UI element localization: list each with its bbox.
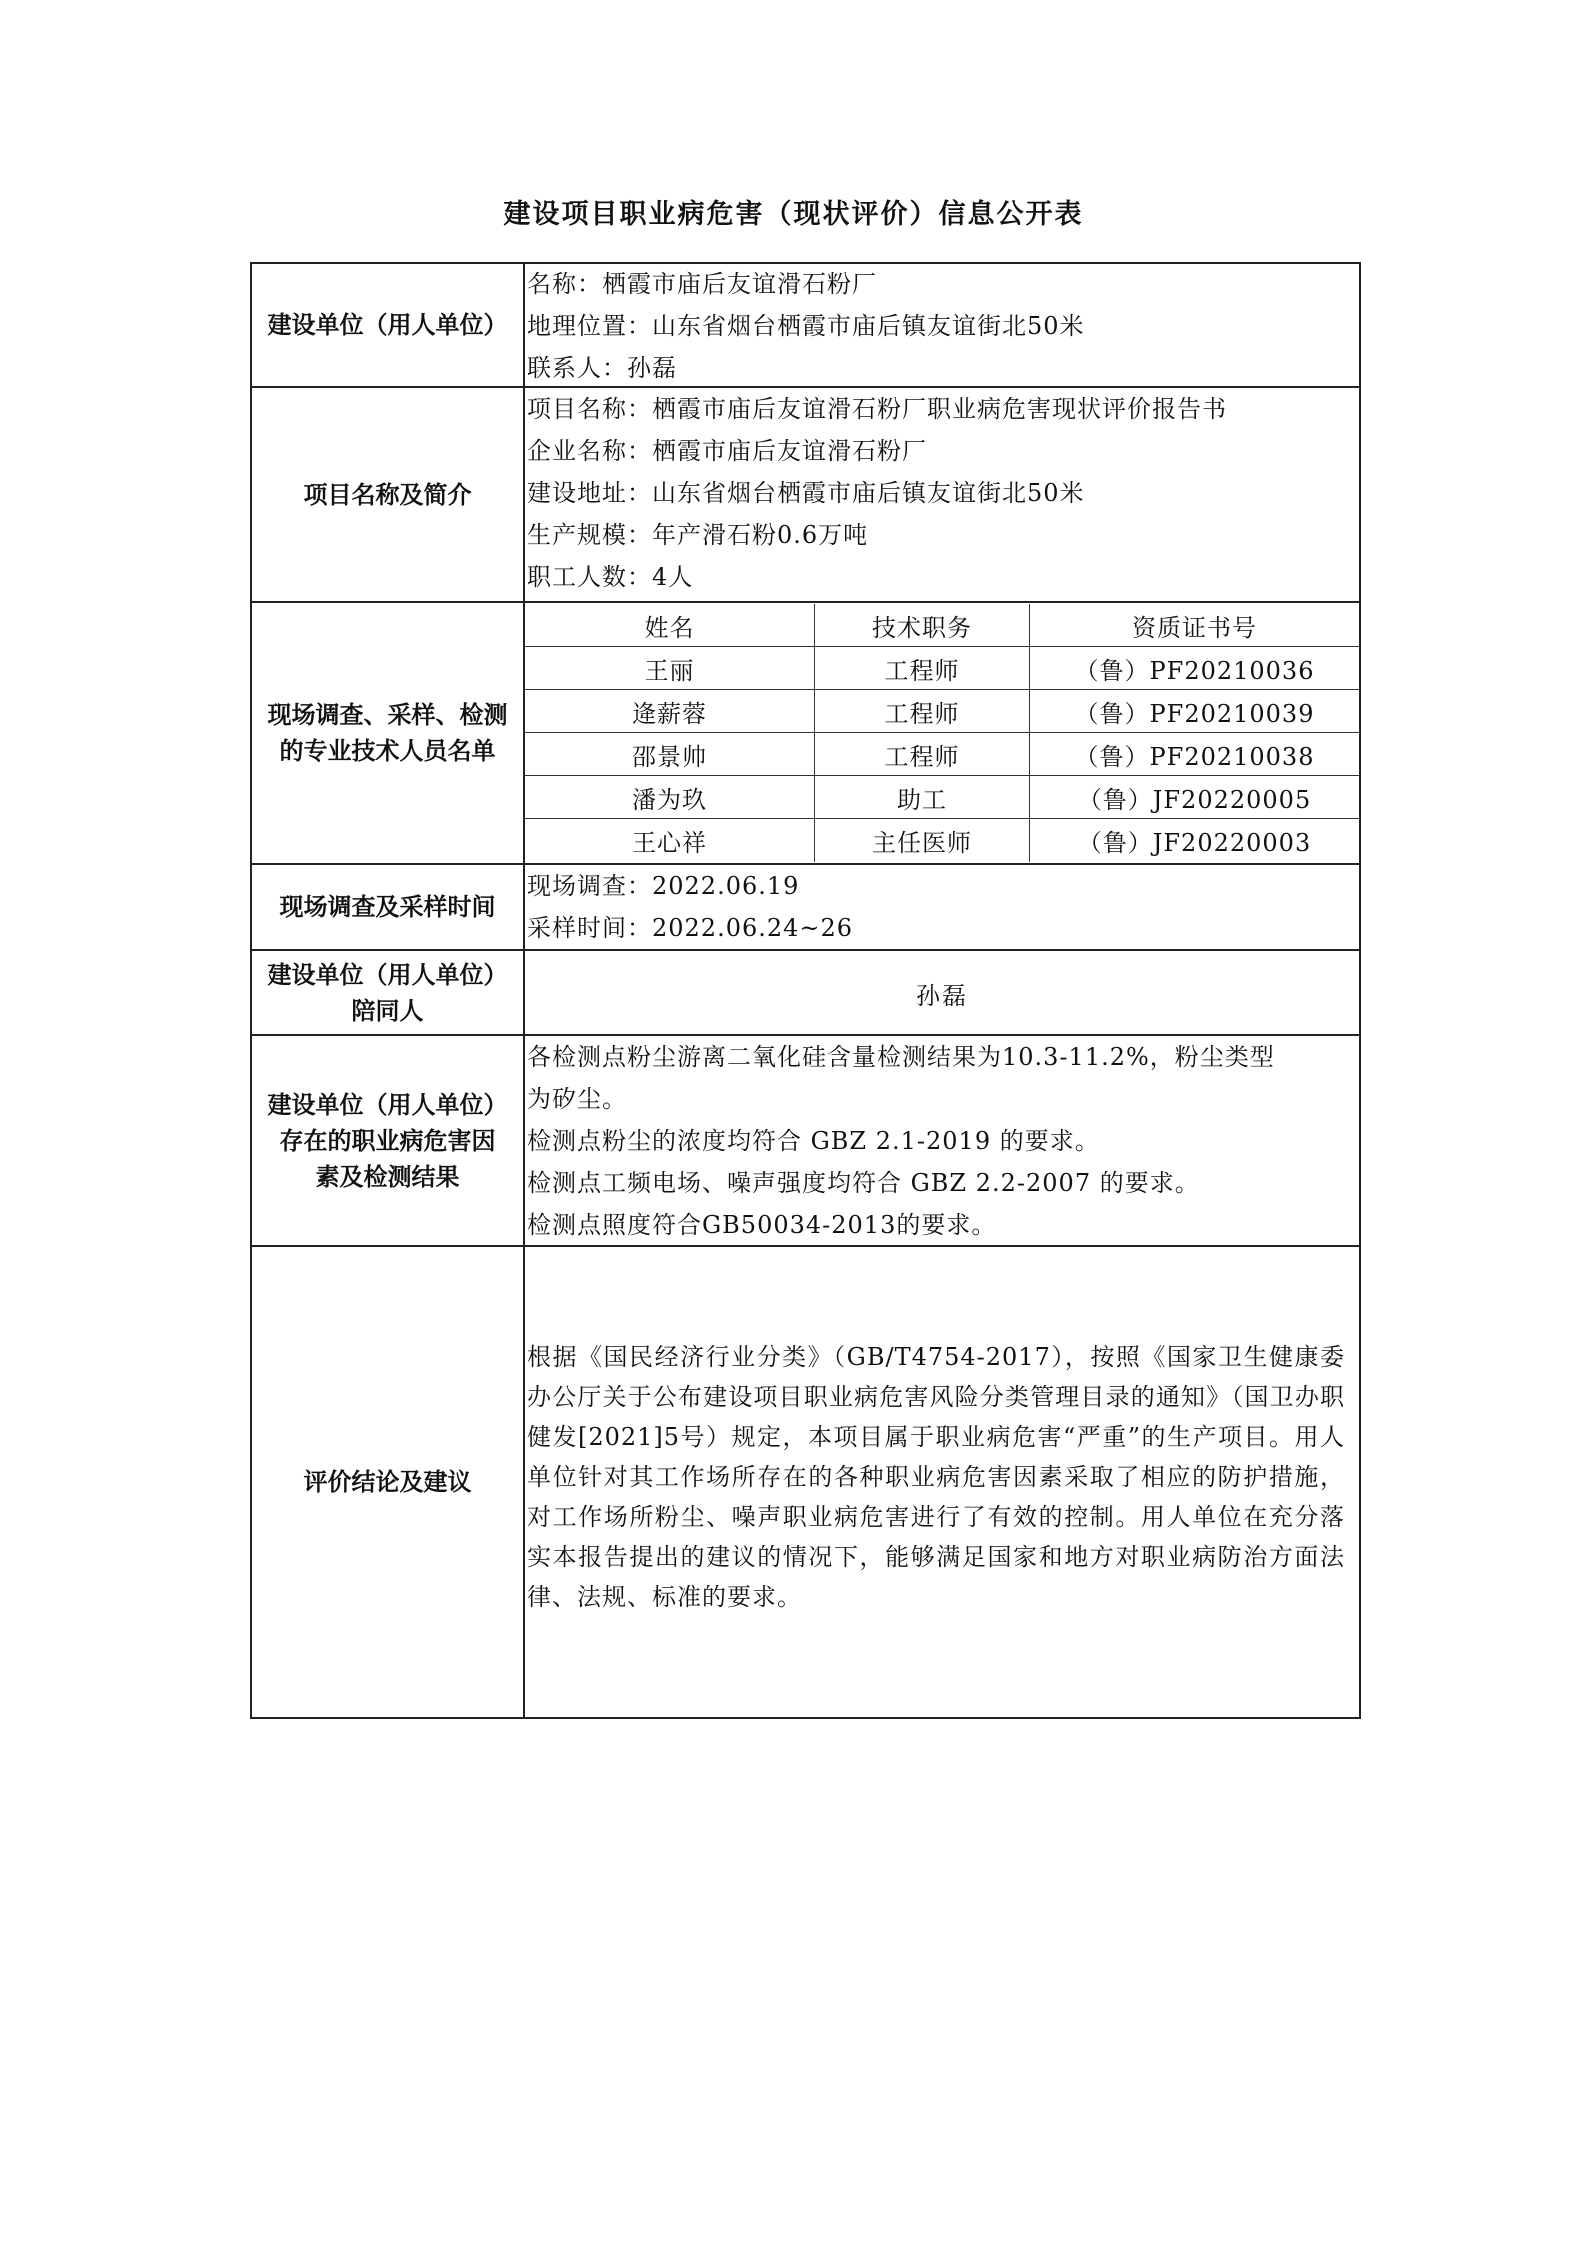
staff-name: 王丽 <box>525 647 815 689</box>
header-title: 技术职务 <box>815 604 1030 646</box>
table-row <box>525 819 1359 862</box>
hazards-content <box>527 1036 1357 1246</box>
staff-cert: （鲁）PF20210038 <box>1074 742 1315 771</box>
document-title: 建设项目职业病危害（现状评价）信息公开表 <box>503 199 1084 230</box>
hazard-line: 各检测点粉尘游离二氧化硅含量检测结果为10.3-11.2%，粉尘类型 <box>527 1043 1275 1071</box>
header-cert: 资质证书号 <box>1132 613 1257 642</box>
staff-count: 职工人数：4人 <box>527 563 694 591</box>
companion-name: 孙磊 <box>916 982 968 1010</box>
conclusion-text: 根据《国民经济行业分类》（GB/T4754-2017），按照《国家卫生健康委办公厅关于公布建设项目职业病危害风险分类管理目录的通知》（国卫办职健发[2021]5号）规定，本项目属于职业病危害“严重”的生产项目。用人单位针对其工作场所存在的各种职业病危害因素采取了相应的防护措施，对工作场所粉尘、噪声职业病危害进行了有效的控制。用人单位在充分落实本报告提出的建议的情况下，能够满足国家和地方对职业病防治方面法律、法规、标准的要求。 <box>527 1343 1345 1611</box>
staff-header-row <box>525 604 1359 647</box>
unit-content <box>527 263 1357 389</box>
table-row <box>525 776 1359 819</box>
staff-title: 助工 <box>815 776 1030 818</box>
staff-name: 邵景帅 <box>525 733 815 775</box>
survey-time-label: 现场调查及采样时间 <box>279 893 496 921</box>
unit-location: 地理位置：山东省烟台栖霞市庙后镇友谊街北50米 <box>527 312 1085 340</box>
survey-date: 现场调查：2022.06.19 <box>527 872 800 900</box>
unit-label: 建设单位（用人单位） <box>267 311 508 339</box>
project-content <box>527 388 1357 598</box>
unit-contact: 联系人：孙磊 <box>527 354 677 382</box>
conclusion-label: 评价结论及建议 <box>303 1468 472 1496</box>
production-scale: 生产规模：年产滑石粉0.6万吨 <box>527 521 869 549</box>
project-name: 项目名称：栖霞市庙后友谊滑石粉厂职业病危害现状评价报告书 <box>527 395 1227 423</box>
staff-name: 王心祥 <box>525 819 815 862</box>
staff-cert: （鲁）PF20210039 <box>1074 699 1315 728</box>
staff-cert: （鲁）JF20220005 <box>1077 785 1312 814</box>
project-label: 项目名称及简介 <box>303 480 472 509</box>
company-name: 企业名称：栖霞市庙后友谊滑石粉厂 <box>527 437 927 465</box>
hazard-line: 检测点照度符合GB50034-2013的要求。 <box>527 1211 997 1239</box>
staff-title: 工程师 <box>815 690 1030 732</box>
staff-label: 现场调查、采样、检测 的专业技术人员名单 <box>267 701 508 765</box>
hazards-label: 建设单位（用人单位） 存在的职业病危害因 素及检测结果 <box>267 1090 508 1191</box>
table-row <box>525 733 1359 776</box>
sampling-date: 采样时间：2022.06.24~26 <box>527 914 854 942</box>
staff-name: 潘为玖 <box>525 776 815 818</box>
table-row <box>525 647 1359 690</box>
staff-name: 逄薪蓉 <box>525 690 815 732</box>
staff-cert: （鲁）PF20210036 <box>1074 656 1315 685</box>
staff-table <box>525 604 1359 862</box>
companion-label: 建设单位（用人单位） 陪同人 <box>267 960 508 1025</box>
staff-cert: （鲁）JF20220003 <box>1077 829 1312 857</box>
hazard-line: 为矽尘。 <box>527 1085 627 1113</box>
staff-title: 主任医师 <box>815 819 1030 862</box>
hazard-line: 检测点粉尘的浓度均符合 GBZ 2.1-2019 的要求。 <box>527 1127 1100 1155</box>
hazard-line: 检测点工频电场、噪声强度均符合 GBZ 2.2-2007 的要求。 <box>527 1169 1200 1197</box>
staff-title: 工程师 <box>815 733 1030 775</box>
project-address: 建设地址：山东省烟台栖霞市庙后镇友谊街北50米 <box>527 479 1085 507</box>
staff-title: 工程师 <box>815 647 1030 689</box>
table-row <box>525 690 1359 733</box>
header-name: 姓名 <box>525 604 815 646</box>
unit-name: 名称：栖霞市庙后友谊滑石粉厂 <box>527 270 877 298</box>
survey-time-content <box>527 865 1357 949</box>
